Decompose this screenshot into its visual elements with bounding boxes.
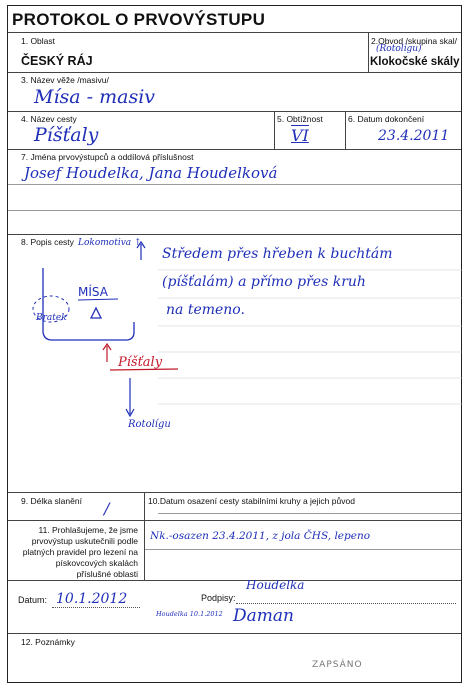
route-underline [110,369,178,370]
date-line [52,607,140,608]
declaration-label-line-4: pískovcových skalách [55,558,138,568]
north-arrow-icon [137,242,145,260]
date-value: 10.1.2012 [56,591,128,607]
down-arrow-icon [126,378,134,416]
district-value: Klokočské skály [370,56,460,68]
sketch-bottom-label: Rotolígu [128,419,171,430]
description-line-2: (píšťalám) a přímo přes kruh [162,274,366,290]
sketch-top-label: Lokomotiva ↑ [78,238,142,248]
signatures-label: Podpisy: [201,593,236,603]
district-handwritten-note: (Rotolígu) [376,44,422,54]
description-label: 8. Popis cesty [21,237,74,247]
rappel-label: 9. Délka slanění [21,496,82,506]
signature-1: Houdelka [246,578,305,592]
anchors-label: 10.Datum osazení cesty stabilními kruhy a jejich původ [148,496,355,506]
date-label: Datum: [18,595,48,605]
area-value: ČESKÝ RÁJ [21,54,93,68]
boulder-outline [33,296,69,322]
rappel-value: / [104,499,110,518]
protocol-form [7,5,462,683]
notes-pencil-mark: ZAPSÁNO [312,660,363,670]
tower-value: Mísa - masiv [34,86,156,108]
route-arrow-icon [103,344,111,362]
difficulty-value: VI [291,126,309,145]
completion-date-label: 6. Datum dokončení [348,114,425,124]
description-guide-lines [158,270,463,404]
signature-line [236,603,456,604]
route-label: 4. Název cesty [21,114,77,124]
area-label: 1. Oblast [21,36,56,46]
tower-outline [43,268,134,340]
sketch-side-label: Bratek [36,313,67,323]
declaration-value: Nk.-osazen 23.4.2011, z jola ČHS, lepeno [150,530,371,542]
climbers-value: Josef Houdelka, Jana Houdelková [24,164,278,182]
district-label: 2.Obvod /skupina skal/ [371,36,457,46]
declaration-label-line-1: 11. Prohlašujeme, že jsme [38,525,138,535]
sketch-route-label: Píšťaly [118,355,163,370]
declaration-label-line-2: prvovýstup uskutečnili podle [31,536,138,546]
tower-label-underline [78,299,118,300]
tower-label: 3. Název věže /masivu/ [21,75,109,85]
declaration-label-line-5: příslušné oblasti [76,569,138,579]
notes-label: 12. Poznámky [21,637,75,647]
signature-2: Daman [233,606,294,626]
route-sketch [8,6,463,684]
summit-triangle-icon [91,308,101,318]
difficulty-label: 5. Obtížnost [277,114,323,124]
sketch-tower-label: MÍSA [78,285,108,299]
completion-date-value: 23.4.2011 [378,128,450,144]
form-title: PROTOKOL O PRVOVÝSTUPU [12,10,266,29]
climbers-label: 7. Jména prvovýstupců a oddílová příslušnost [21,152,194,162]
description-line-1: Středem přes hřeben k buchtám [162,246,393,262]
signature-small-note: Houdelka 10.1.2012 [156,610,223,618]
route-value: Píšťaly [34,124,99,146]
declaration-label-line-3: platných pravidel pro lezení na [22,547,138,557]
description-line-3: na temeno. [166,302,245,318]
